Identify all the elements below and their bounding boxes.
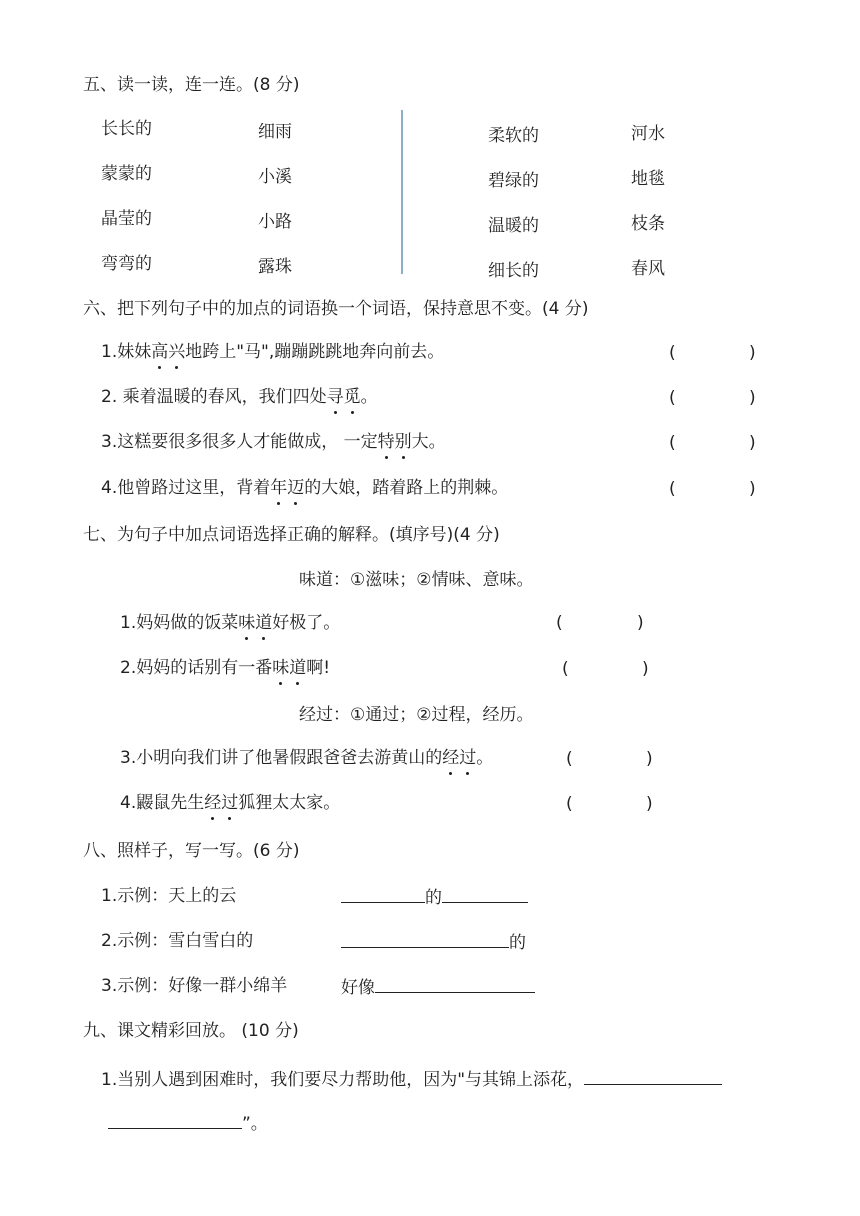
example-1-label: 1.示例：天上的云 bbox=[101, 886, 237, 906]
sentence-item-2: 2. 乘着温暖的春风，我们四处寻觅。 bbox=[101, 387, 378, 407]
answer-paren-open-8: ( bbox=[566, 794, 573, 814]
dotted-word: 年迈 bbox=[270, 478, 305, 498]
definition-weidao: 味道：①滋味；②情味、意味。 bbox=[299, 570, 534, 590]
matching-right-word-1: 柔软的 bbox=[488, 126, 539, 146]
column-divider bbox=[401, 110, 403, 274]
matching-left-word-3: 晶莹的 bbox=[101, 209, 152, 229]
matching-left-word-4: 弯弯的 bbox=[101, 254, 152, 274]
answer-paren-open-5: ( bbox=[556, 613, 563, 633]
interpret-item-4: 4.鼹鼠先生经过狐狸太太家。 bbox=[120, 793, 341, 813]
answer-paren-open-4: ( bbox=[669, 479, 676, 499]
example-3-label: 3.示例：好像一群小绵羊 bbox=[101, 976, 288, 996]
answer-blank[interactable] bbox=[341, 931, 509, 948]
answer-paren-close-6: ) bbox=[642, 659, 649, 679]
answer-paren-close-5: ) bbox=[637, 613, 644, 633]
answer-paren-open-6: ( bbox=[562, 659, 569, 679]
interpret-item-1: 1.妈妈做的饭菜味道好极了。 bbox=[120, 613, 341, 633]
definition-jingguo: 经过：①通过；②过程，经历。 bbox=[299, 705, 534, 725]
example-2-answer: 的 bbox=[341, 931, 526, 953]
sentence-item-1: 1.妹妹高兴地跨上"马",蹦蹦跳跳地奔向前去。 bbox=[101, 342, 445, 362]
matching-noun-2: 小溪 bbox=[258, 167, 292, 187]
answer-paren-open-7: ( bbox=[566, 749, 573, 769]
answer-blank[interactable] bbox=[442, 886, 528, 903]
dotted-word: 寻觅 bbox=[326, 387, 361, 407]
section5-heading: 五、读一读，连一连。(8 分) bbox=[83, 75, 300, 95]
answer-blank[interactable] bbox=[584, 1068, 722, 1085]
section8-heading: 八、照样子，写一写。(6 分) bbox=[83, 841, 300, 861]
matching-noun-1: 细雨 bbox=[258, 122, 292, 142]
recall-question-1: 1.当别人遇到困难时，我们要尽力帮助他，因为"与其锦上添花， bbox=[101, 1068, 722, 1090]
sentence-item-4: 4.他曾路过这里，背着年迈的大娘，踏着路上的荆棘。 bbox=[101, 478, 509, 498]
interpret-item-2: 2.妈妈的话别有一番味道啊! bbox=[120, 658, 331, 678]
matching-left-word-2: 蒙蒙的 bbox=[101, 164, 152, 184]
answer-blank[interactable] bbox=[108, 1112, 242, 1129]
example-1-answer: 的 bbox=[341, 886, 528, 908]
answer-paren-close-1: ) bbox=[749, 343, 756, 363]
recall-question-1-continued: ”。 bbox=[108, 1112, 268, 1134]
matching-right-noun-2: 地毯 bbox=[631, 169, 665, 189]
matching-noun-4: 露珠 bbox=[258, 257, 292, 277]
answer-paren-close-7: ) bbox=[646, 749, 653, 769]
answer-paren-open-1: ( bbox=[669, 343, 676, 363]
dotted-word: 味道 bbox=[272, 658, 307, 678]
dotted-word: 味道 bbox=[238, 613, 273, 633]
matching-right-word-4: 细长的 bbox=[488, 261, 539, 281]
section6-heading: 六、把下列句子中的加点的词语换一个词语，保持意思不变。(4 分) bbox=[83, 299, 589, 319]
dotted-word: 高兴 bbox=[151, 342, 186, 362]
example-3-answer: 好像 bbox=[341, 976, 535, 998]
matching-noun-3: 小路 bbox=[258, 212, 292, 232]
matching-left-word-1: 长长的 bbox=[101, 119, 152, 139]
matching-right-noun-1: 河水 bbox=[631, 124, 665, 144]
dotted-word: 特别 bbox=[377, 432, 412, 452]
answer-paren-close-2: ) bbox=[749, 388, 756, 408]
matching-right-word-3: 温暖的 bbox=[488, 216, 539, 236]
matching-right-noun-3: 枝条 bbox=[631, 214, 665, 234]
section9-heading: 九、课文精彩回放。 (10 分) bbox=[83, 1021, 299, 1041]
answer-paren-close-3: ) bbox=[749, 433, 756, 453]
dotted-word: 经过 bbox=[204, 793, 239, 813]
answer-paren-open-2: ( bbox=[669, 388, 676, 408]
matching-right-noun-4: 春风 bbox=[631, 259, 665, 279]
answer-blank[interactable] bbox=[375, 976, 535, 993]
sentence-item-3: 3.这糕要很多很多人才能做成， 一定特别大。 bbox=[101, 432, 446, 452]
answer-blank[interactable] bbox=[341, 886, 425, 903]
interpret-item-3: 3.小明向我们讲了他暑假跟爸爸去游黄山的经过。 bbox=[120, 748, 494, 768]
answer-paren-close-4: ) bbox=[749, 479, 756, 499]
example-2-label: 2.示例：雪白雪白的 bbox=[101, 931, 254, 951]
dotted-word: 经过 bbox=[442, 748, 477, 768]
answer-paren-open-3: ( bbox=[669, 433, 676, 453]
answer-paren-close-8: ) bbox=[646, 794, 653, 814]
matching-right-word-2: 碧绿的 bbox=[488, 171, 539, 191]
section7-heading: 七、为句子中加点词语选择正确的解释。(填序号)(4 分) bbox=[83, 525, 500, 545]
